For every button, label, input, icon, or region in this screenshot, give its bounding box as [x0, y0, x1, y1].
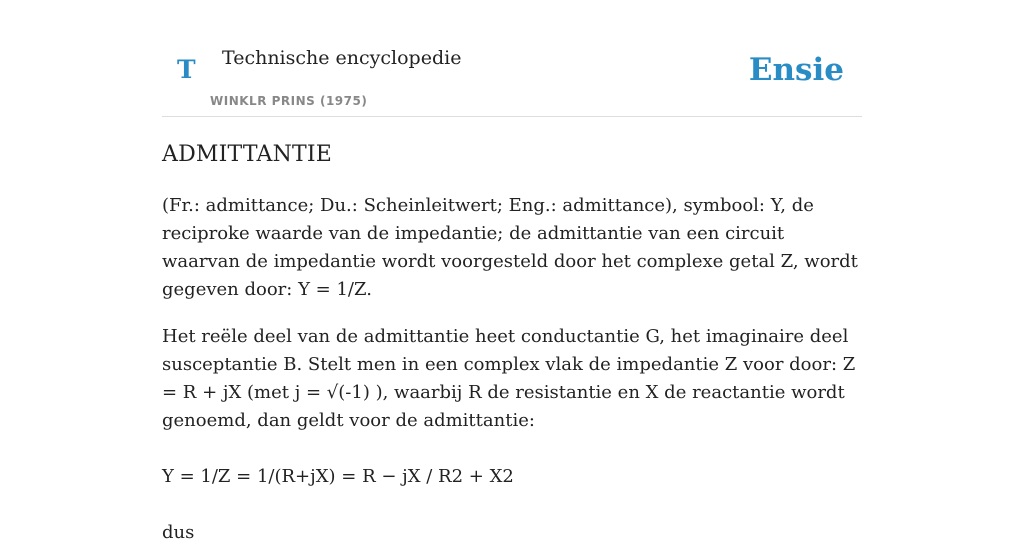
brand-logo[interactable]: Ensie	[748, 52, 844, 88]
book-subtitle: WINKLR PRINS (1975)	[210, 94, 368, 108]
book-logo[interactable]: T	[177, 55, 196, 84]
entry-title: ADMITTANTIE	[162, 142, 333, 167]
article	[162, 137, 862, 547]
article-paragraph: dus	[162, 522, 195, 543]
article-formula: Y = 1/Z = 1/(R+jX) = R − jX / R2 + X2	[162, 466, 514, 487]
article-paragraph: Het reële deel van de admittantie heet conductantie G, het imaginaire deel susceptantie B. Stelt men in een complex vlak de impedantie Z voor door: Z = R + jX (met j = √(-1) ), waarbij R de resistantie en X de reactantie wordt genoemd, dan geldt voor de admittantie:	[162, 326, 856, 431]
book-title[interactable]: Technische encyclopedie	[222, 47, 462, 69]
article-paragraph: (Fr.: admittance; Du.: Scheinleitwert; Eng.: admittance), symbool: Y, de reciproke waarde van de impedantie; de admittantie van een circuit waarvan de impedantie wordt voorgesteld door het complexe getal Z, wordt gegeven door: Y = 1/Z.	[162, 195, 858, 300]
site-header	[162, 0, 862, 117]
